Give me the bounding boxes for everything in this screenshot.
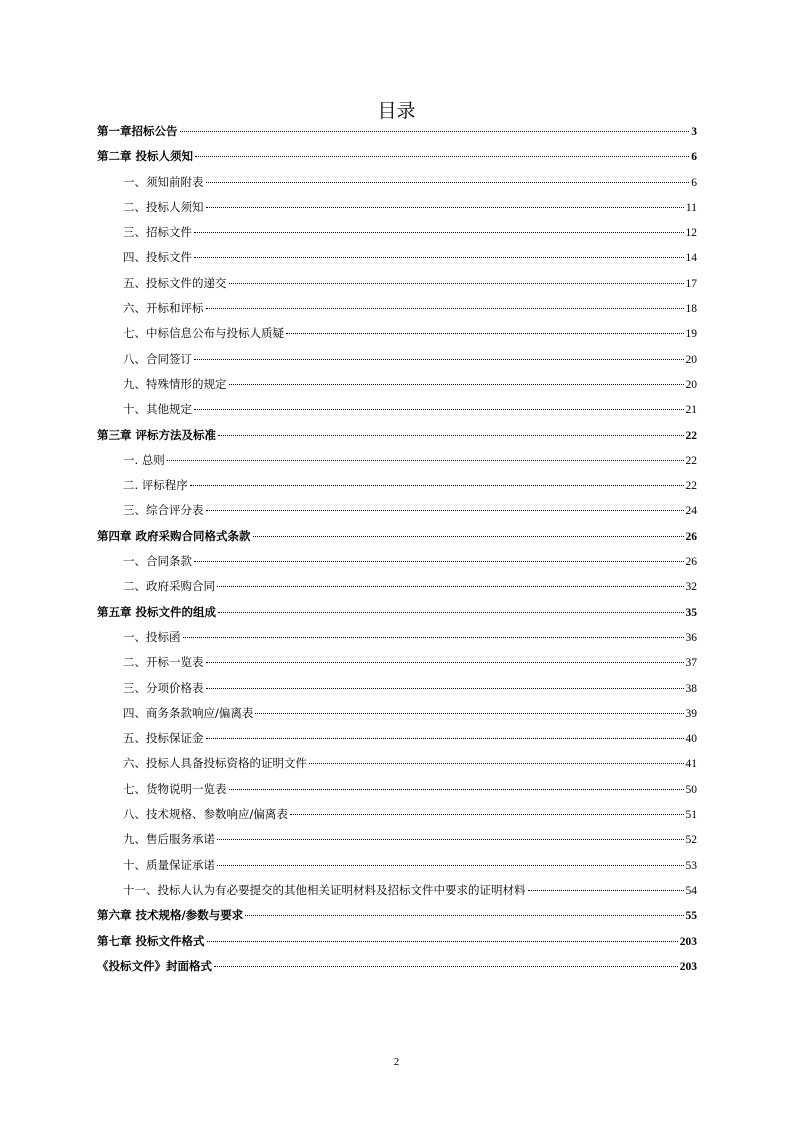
toc-leader-dots <box>229 384 684 385</box>
toc-entry-label: 二、政府采购合同 <box>123 579 215 594</box>
toc-chapter-entry[interactable] <box>97 427 697 452</box>
toc-entry-page: 36 <box>685 631 697 644</box>
toc-leader-dots <box>218 435 683 436</box>
toc-entry-page: 20 <box>685 353 697 366</box>
toc-entry-page: 203 <box>679 935 697 948</box>
toc-entry-page: 20 <box>685 378 697 391</box>
toc-leader-dots <box>309 763 684 764</box>
toc-entry-label: 九、售后服务承诺 <box>123 832 215 847</box>
toc-entry-page: 22 <box>685 429 697 442</box>
toc-leader-dots <box>245 915 683 916</box>
toc-leader-dots <box>218 612 683 613</box>
toc-leader-dots <box>217 586 684 587</box>
toc-entry-label: 第五章 投标文件的组成 <box>97 604 217 619</box>
toc-leader-dots <box>190 485 684 486</box>
toc-entry-label: 一、合同条款 <box>123 554 192 569</box>
toc-entry-label: 四、投标文件 <box>123 250 192 265</box>
toc-entry-page: 22 <box>685 480 697 493</box>
toc-section-entry[interactable] <box>97 781 697 806</box>
toc-entry-label: 第七章 投标文件格式 <box>97 933 205 948</box>
toc-entry-label: 八、合同签订 <box>123 351 192 366</box>
toc-section-entry[interactable] <box>97 553 697 578</box>
toc-entry-page: 54 <box>685 884 697 897</box>
toc-section-entry[interactable] <box>97 882 697 907</box>
toc-section-entry[interactable] <box>97 806 697 831</box>
toc-section-entry[interactable] <box>97 629 697 654</box>
toc-leader-dots <box>528 890 684 891</box>
toc-entry-label: 二. 评标程序 <box>123 478 188 493</box>
toc-entry-page: 14 <box>685 252 697 265</box>
toc-chapter-entry[interactable] <box>97 958 697 983</box>
toc-leader-dots <box>253 536 684 537</box>
toc-section-entry[interactable] <box>97 578 697 603</box>
toc-entry-page: 19 <box>685 328 697 341</box>
toc-leader-dots <box>194 359 684 360</box>
toc-leader-dots <box>255 713 683 714</box>
toc-section-entry[interactable] <box>97 224 697 249</box>
toc-entry-page: 52 <box>685 834 697 847</box>
toc-leader-dots <box>167 460 684 461</box>
toc-entry-page: 26 <box>685 556 697 569</box>
toc-entry-label: 第一章招标公告 <box>97 124 178 138</box>
toc-entry-label: 五、投标保证金 <box>123 731 204 746</box>
toc-section-entry[interactable] <box>97 730 697 755</box>
toc-leader-dots <box>214 966 678 967</box>
toc-entry-label: 第六章 技术规格/参数与要求 <box>97 908 244 923</box>
toc-entry-label: 七、中标信息公布与投标人质疑 <box>123 326 284 341</box>
toc-entry-label: 一. 总则 <box>123 452 165 467</box>
toc-leader-dots <box>194 409 684 410</box>
toc-entry-page: 3 <box>691 126 697 138</box>
toc-entry-page: 21 <box>685 404 697 417</box>
toc-entry-label: 三、分项价格表 <box>123 680 204 695</box>
toc-leader-dots <box>217 865 684 866</box>
toc-entry-page: 24 <box>685 505 697 518</box>
toc-entry-label: 第四章 政府采购合同格式条款 <box>97 528 251 543</box>
toc-entry-page: 38 <box>685 682 697 695</box>
toc-entry-label: 二、投标人须知 <box>123 199 204 214</box>
toc-entry-label: 三、招标文件 <box>123 225 192 240</box>
toc-entry-page: 17 <box>685 277 697 290</box>
toc-entry-page: 12 <box>685 227 697 240</box>
toc-entry-label: 六、开标和评标 <box>123 301 204 316</box>
toc-entry-label: 一、须知前附表 <box>123 174 204 189</box>
table-of-contents <box>97 123 697 983</box>
toc-section-entry[interactable] <box>97 705 697 730</box>
toc-entry-page: 11 <box>685 201 697 214</box>
toc-entry-label: 七、货物说明一览表 <box>123 781 227 796</box>
toc-leader-dots <box>290 814 684 815</box>
toc-chapter-entry[interactable] <box>97 528 697 553</box>
toc-entry-label: 《投标文件》封面格式 <box>97 958 212 973</box>
toc-leader-dots <box>229 789 684 790</box>
toc-section-entry[interactable] <box>97 680 697 705</box>
toc-leader-dots <box>206 688 684 689</box>
toc-entry-label: 第二章 投标人须知 <box>97 149 194 164</box>
toc-leader-dots <box>180 131 690 132</box>
toc-entry-page: 22 <box>685 454 697 467</box>
toc-section-entry[interactable] <box>97 755 697 780</box>
page-title: 目录 <box>377 100 416 122</box>
toc-section-entry[interactable] <box>97 351 697 376</box>
toc-section-entry[interactable] <box>97 401 697 426</box>
toc-section-entry[interactable] <box>97 199 697 224</box>
toc-section-entry[interactable] <box>97 376 697 401</box>
toc-entry-label: 六、投标人具备投标资格的证明文件 <box>123 756 307 771</box>
toc-section-entry[interactable] <box>97 654 697 679</box>
toc-entry-page: 53 <box>685 859 697 872</box>
toc-section-entry[interactable] <box>97 477 697 502</box>
toc-entry-page: 50 <box>685 783 697 796</box>
toc-section-entry[interactable] <box>97 831 697 856</box>
toc-entry-page: 41 <box>685 758 697 771</box>
toc-entry-page: 6 <box>691 176 697 189</box>
toc-leader-dots <box>194 561 684 562</box>
toc-entry-label: 十、质量保证承诺 <box>123 857 215 872</box>
toc-entry-page: 39 <box>685 707 697 720</box>
toc-leader-dots <box>183 637 684 638</box>
toc-entry-page: 40 <box>685 733 697 746</box>
toc-entry-page: 18 <box>685 303 697 316</box>
toc-entry-label: 十、其他规定 <box>123 402 192 417</box>
toc-leader-dots <box>206 207 684 208</box>
toc-leader-dots <box>194 232 684 233</box>
toc-chapter-entry[interactable] <box>97 604 697 629</box>
toc-chapter-entry[interactable] <box>97 148 697 173</box>
toc-leader-dots <box>206 510 684 511</box>
toc-section-entry[interactable] <box>97 452 697 477</box>
toc-section-entry[interactable] <box>97 857 697 882</box>
toc-entry-label: 四、商务条款响应/偏离表 <box>123 705 254 720</box>
toc-section-entry[interactable] <box>97 275 697 300</box>
toc-entry-label: 第三章 评标方法及标准 <box>97 427 217 442</box>
toc-chapter-entry[interactable] <box>97 933 697 958</box>
toc-leader-dots <box>217 839 684 840</box>
toc-section-entry[interactable] <box>97 300 697 325</box>
page-number: 2 <box>393 1056 400 1068</box>
toc-entry-page: 26 <box>685 530 697 543</box>
toc-leader-dots <box>229 283 684 284</box>
toc-entry-page: 55 <box>685 910 697 923</box>
toc-entry-label: 二、开标一览表 <box>123 655 204 670</box>
toc-entry-page: 32 <box>685 581 697 594</box>
toc-entry-label: 一、投标函 <box>123 629 181 644</box>
toc-leader-dots <box>207 941 678 942</box>
toc-leader-dots <box>195 156 689 157</box>
toc-entry-page: 203 <box>679 960 697 973</box>
toc-entry-page: 35 <box>685 606 697 619</box>
toc-entry-label: 八、技术规格、参数响应/偏离表 <box>123 807 288 822</box>
toc-section-entry[interactable] <box>97 502 697 527</box>
toc-entry-label: 九、特殊情形的规定 <box>123 376 227 391</box>
toc-chapter-entry[interactable] <box>97 907 697 932</box>
toc-section-entry[interactable] <box>97 325 697 350</box>
toc-section-entry[interactable] <box>97 249 697 274</box>
toc-entry-page: 6 <box>691 151 697 164</box>
toc-leader-dots <box>206 738 684 739</box>
toc-section-entry[interactable] <box>97 174 697 199</box>
toc-entry-label: 十一、投标人认为有必要提交的其他相关证明材料及招标文件中要求的证明材料 <box>123 882 526 897</box>
toc-entry-page: 37 <box>685 657 697 670</box>
toc-entry-page: 51 <box>685 809 697 822</box>
toc-leader-dots <box>206 308 684 309</box>
toc-entry-label: 五、投标文件的递交 <box>123 275 227 290</box>
toc-leader-dots <box>194 257 684 258</box>
toc-leader-dots <box>286 333 684 334</box>
toc-leader-dots <box>206 182 690 183</box>
toc-entry-label: 三、综合评分表 <box>123 503 204 518</box>
toc-leader-dots <box>206 662 684 663</box>
toc-chapter-entry[interactable] <box>97 123 697 148</box>
